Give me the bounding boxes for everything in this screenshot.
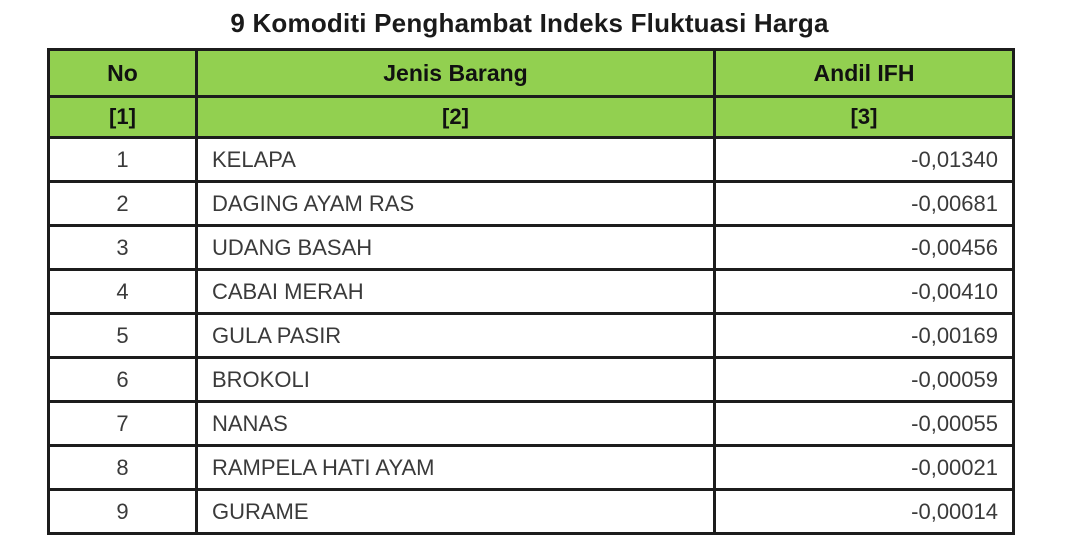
table-row bbox=[49, 402, 1014, 446]
cell-no: 8 bbox=[49, 446, 197, 490]
cell-jenis-barang: DAGING AYAM RAS bbox=[197, 182, 715, 226]
cell-no: 6 bbox=[49, 358, 197, 402]
cell-jenis-barang: GURAME bbox=[197, 490, 715, 534]
header-row bbox=[49, 50, 1014, 97]
header-andil-ifh: Andil IFH bbox=[715, 50, 1014, 97]
cell-no: 7 bbox=[49, 402, 197, 446]
cell-jenis-barang: NANAS bbox=[197, 402, 715, 446]
cell-andil-ifh: -0,00456 bbox=[715, 226, 1014, 270]
subheader-row bbox=[49, 97, 1014, 138]
cell-andil-ifh: -0,00021 bbox=[715, 446, 1014, 490]
table-body bbox=[49, 138, 1014, 534]
cell-andil-ifh: -0,00169 bbox=[715, 314, 1014, 358]
table-row bbox=[49, 314, 1014, 358]
subheader-col-2: [2] bbox=[197, 97, 715, 138]
cell-no: 2 bbox=[49, 182, 197, 226]
header-jenis-barang: Jenis Barang bbox=[197, 50, 715, 97]
cell-jenis-barang: CABAI MERAH bbox=[197, 270, 715, 314]
cell-jenis-barang: UDANG BASAH bbox=[197, 226, 715, 270]
cell-no: 1 bbox=[49, 138, 197, 182]
table-row bbox=[49, 226, 1014, 270]
table-row bbox=[49, 490, 1014, 534]
cell-no: 5 bbox=[49, 314, 197, 358]
cell-jenis-barang: GULA PASIR bbox=[197, 314, 715, 358]
cell-andil-ifh: -0,00410 bbox=[715, 270, 1014, 314]
cell-andil-ifh: -0,00059 bbox=[715, 358, 1014, 402]
header-no: No bbox=[49, 50, 197, 97]
table-row bbox=[49, 182, 1014, 226]
cell-jenis-barang: KELAPA bbox=[197, 138, 715, 182]
cell-andil-ifh: -0,01340 bbox=[715, 138, 1014, 182]
table-header bbox=[49, 50, 1014, 138]
cell-andil-ifh: -0,00014 bbox=[715, 490, 1014, 534]
table-title: 9 Komoditi Penghambat Indeks Fluktuasi Harga bbox=[230, 8, 829, 38]
table-row bbox=[49, 138, 1014, 182]
cell-jenis-barang: BROKOLI bbox=[197, 358, 715, 402]
ifh-commodity-table bbox=[47, 48, 1015, 535]
subheader-col-1: [1] bbox=[49, 97, 197, 138]
table-row bbox=[49, 358, 1014, 402]
cell-no: 3 bbox=[49, 226, 197, 270]
cell-no: 4 bbox=[49, 270, 197, 314]
cell-andil-ifh: -0,00681 bbox=[715, 182, 1014, 226]
subheader-col-3: [3] bbox=[715, 97, 1014, 138]
table-row bbox=[49, 446, 1014, 490]
cell-no: 9 bbox=[49, 490, 197, 534]
cell-andil-ifh: -0,00055 bbox=[715, 402, 1014, 446]
table-row bbox=[49, 270, 1014, 314]
cell-jenis-barang: RAMPELA HATI AYAM bbox=[197, 446, 715, 490]
